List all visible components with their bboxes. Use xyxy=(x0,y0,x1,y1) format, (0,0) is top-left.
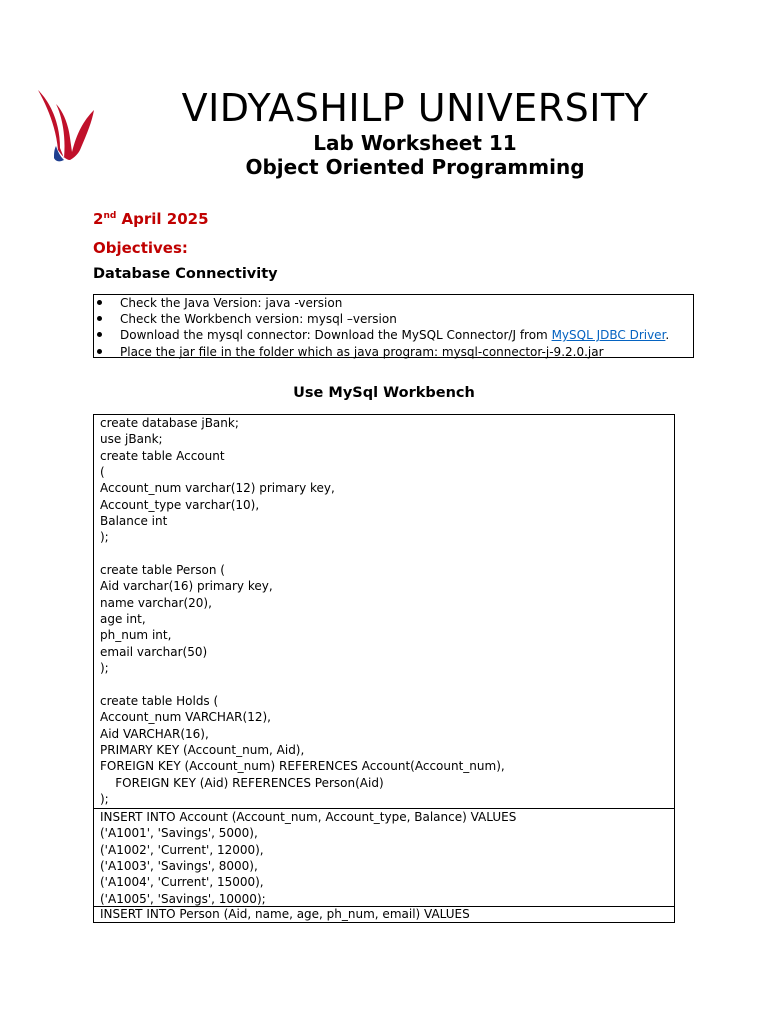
code-line: create table Account xyxy=(100,448,225,463)
worksheet-title: Lab Worksheet 11 xyxy=(313,131,517,155)
university-title: VIDYASHILP UNIVERSITY xyxy=(181,86,649,130)
worksheet-date xyxy=(93,210,209,228)
sql-code-cell-create xyxy=(94,415,674,808)
mysql-jdbc-driver-link[interactable]: MySQL JDBC Driver xyxy=(551,328,666,343)
objective-item: Place the jar file in the folder which as java program: mysql-connector-j-9.2.0.jar xyxy=(94,344,693,360)
code-line: ('A1002', 'Current', 12000), xyxy=(100,842,264,857)
code-line: Account_num varchar(12) primary key, xyxy=(100,481,335,496)
code-line xyxy=(100,546,668,562)
code-line xyxy=(100,677,668,693)
code-line: FOREIGN KEY (Account_num) REFERENCES Account(Account_num), xyxy=(100,759,505,774)
code-line: Aid VARCHAR(16), xyxy=(100,726,209,741)
code-line: ('A1004', 'Current', 15000), xyxy=(100,875,264,890)
code-line: PRIMARY KEY (Account_num, Aid), xyxy=(100,742,305,757)
course-title: Object Oriented Programming xyxy=(245,155,585,179)
date-day: 2 xyxy=(93,210,104,228)
topic-heading: Database Connectivity xyxy=(93,266,278,282)
code-line: ('A1003', 'Savings', 8000), xyxy=(100,859,258,874)
code-line: Balance int xyxy=(100,514,168,529)
code-line: Account_num VARCHAR(12), xyxy=(100,710,271,725)
code-line: ('A1005', 'Savings', 10000); xyxy=(100,891,266,906)
workbench-heading: Use MySql Workbench xyxy=(293,385,475,401)
code-line: create database jBank; xyxy=(100,416,239,430)
code-line: email varchar(50) xyxy=(100,644,208,659)
objective-item: Check the Workbench version: mysql –version xyxy=(94,311,693,327)
code-line: INSERT INTO Person (Aid, name, age, ph_num, email) VALUES xyxy=(100,907,470,921)
code-line: age int, xyxy=(100,612,146,627)
code-line: ); xyxy=(100,661,109,676)
code-line: FOREIGN KEY (Aid) REFERENCES Person(Aid) xyxy=(100,775,384,790)
code-line: use jBank; xyxy=(100,432,163,447)
sql-code-table xyxy=(93,414,675,923)
objective-item xyxy=(94,327,693,343)
code-line: ph_num int, xyxy=(100,628,172,643)
code-line: ('A1001', 'Savings', 5000), xyxy=(100,826,258,841)
objective-text: Download the mysql connector: Download the MySQL Connector/J from xyxy=(120,328,552,343)
objective-text: . xyxy=(665,328,670,343)
code-line: ); xyxy=(100,530,109,545)
code-line: Aid varchar(16) primary key, xyxy=(100,579,273,594)
code-line: ( xyxy=(100,465,105,480)
code-line: create table Holds ( xyxy=(100,693,219,708)
date-rest: April 2025 xyxy=(116,210,209,228)
code-line: ); xyxy=(100,791,109,806)
sql-code-cell-insert-person xyxy=(94,906,674,922)
objective-item: Check the Java Version: java -version xyxy=(94,295,693,311)
code-line: name varchar(20), xyxy=(100,595,212,610)
code-line: create table Person ( xyxy=(100,563,225,578)
objectives-label: Objectives: xyxy=(93,239,188,257)
code-line: INSERT INTO Account (Account_num, Account_type, Balance) VALUES xyxy=(100,810,517,824)
code-line: Account_type varchar(10), xyxy=(100,497,260,512)
objectives-box xyxy=(93,294,694,358)
sql-code-cell-insert-account xyxy=(94,808,674,906)
date-suffix: nd xyxy=(103,211,117,221)
objectives-list xyxy=(94,295,693,360)
